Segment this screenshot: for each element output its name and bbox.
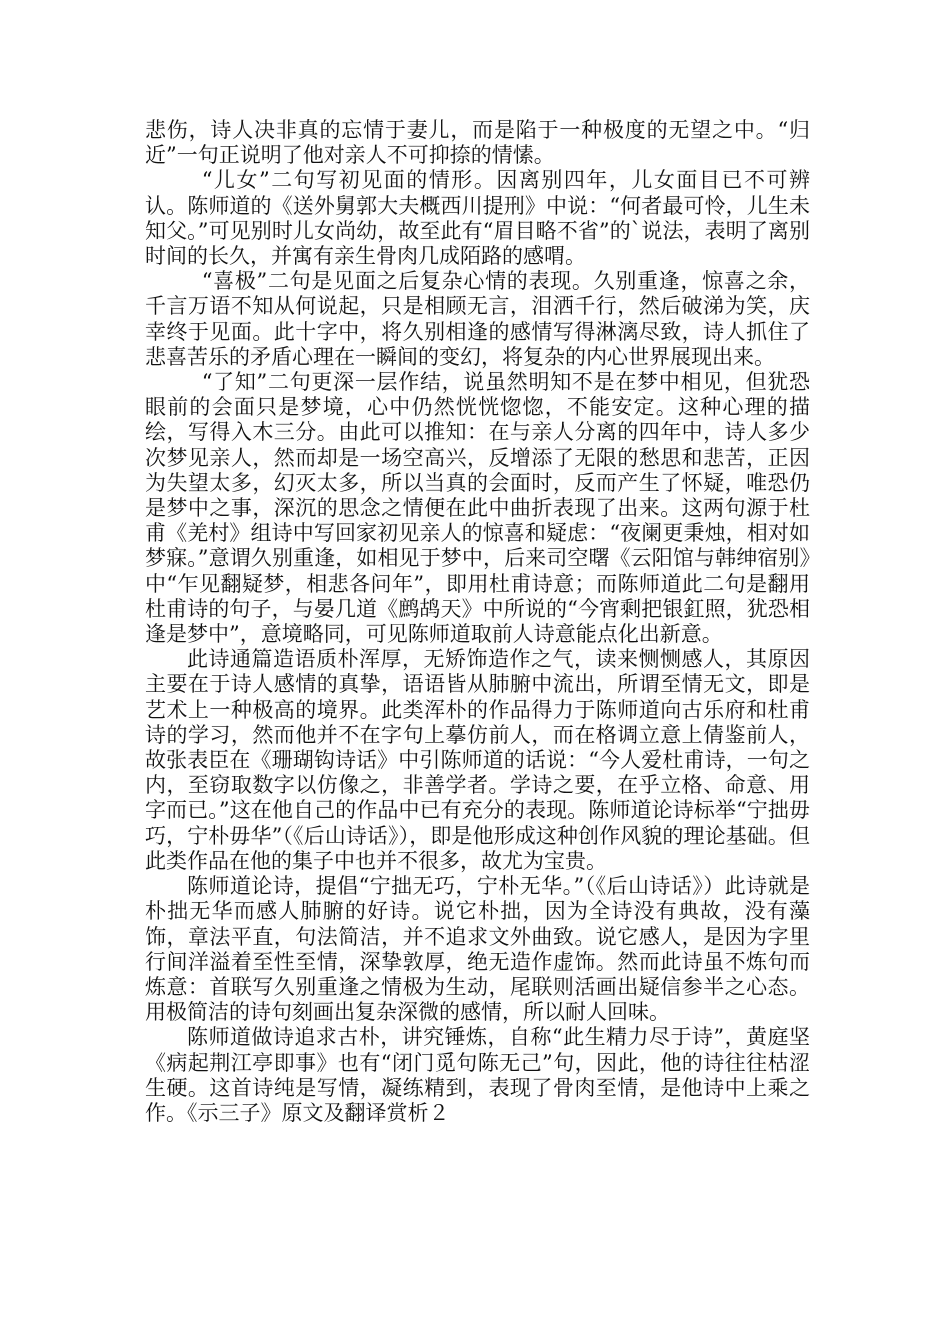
paragraph: “儿女”二句写初见面的情形。因离别四年，儿女面目已不可辨认。陈师道的《送外舅郭大夫概西川提刑》中说：“何者最可怜，儿生未知父。”可见别时儿女尚幼，故至此有“眉目略不省”的`说法，表明了离别时间的长久，并寓有亲生骨肉几成陌路的感喟。 — [145, 168, 810, 269]
paragraph: 陈师道论诗，提倡“宁拙无巧，宁朴无华。”（《后山诗话》）此诗就是朴拙无华而感人肺腑的好诗。说它朴拙，因为全诗没有典故，没有藻饰，章法平直，句法简洁，并不追求文外曲致。说它感人，是因为字里行间洋溢着至性至情，深挚敦厚，绝无造作虚饰。然而此诗虽不炼句而炼意：首联写久别重逢之情极为生动，尾联则活画出疑信参半之心态。用极简洁的诗句刻画出复杂深微的感情，所以耐人回味。 — [145, 874, 810, 1025]
paragraph: 此诗通篇造语质朴浑厚，无矫饰造作之气，读来恻恻感人，其原因主要在于诗人感情的真挚，语语皆从肺腑中流出，所谓至情无文，即是艺术上一种极高的境界。此类浑朴的作品得力于陈师道向古乐府和杜甫诗的学习，然而他并不在字句上摹仿前人，而在格调立意上倩鉴前人，故张表臣在《珊瑚钩诗话》中引陈师道的话说：“今人爱杜甫诗，一句之内，至窃取数字以仿像之，非善学者。学诗之要，在乎立格、命意、用字而已。”这在他自己的作品中已有充分的表现。陈师道论诗标举“宁拙毋巧，宁朴毋华”（《后山诗话》），即是他形成这种创作风貌的理论基础。但此类作品在他的集子中也并不很多，故尤为宝贵。 — [145, 647, 810, 873]
paragraph: “喜极”二句是见面之后复杂心情的表现。久别重逢，惊喜之余，千言万语不知从何说起，只是相顾无言，泪洒千行，然后破涕为笑，庆幸终于见面。此十字中，将久别相逢的感情写得淋漓尽致，诗人抓住了悲喜苦乐的矛盾心理在一瞬间的变幻，将复杂的内心世界展现出来。 — [145, 269, 810, 369]
paragraph: 陈师道做诗追求古朴，讲究锤炼，自称“此生精力尽于诗”，黄庭坚《病起荆江亭即事》也有“闭门觅句陈无己”句，因此，他的诗往往枯涩生硬。这首诗纯是写情，凝练精到，表现了骨肉至情，是他诗中上乘之作。《示三子》原文及翻译赏析２ — [145, 1025, 810, 1125]
paragraph: 悲伤，诗人决非真的忘情于妻儿，而是陷于一种极度的无望之中。“归近”一句正说明了他对亲人不可抑捺的情愫。 — [145, 118, 810, 168]
paragraph: “了知”二句更深一层作结，说虽然明知不是在梦中相见，但犹恐眼前的会面只是梦境，心中仍然恍恍惚惚，不能安定。这种心理的描绘，写得入木三分。由此可以推知：在与亲人分离的四年中，诗人多少次梦见亲人，然而却是一场空高兴，反增添了无限的愁思和悲苦，正因为失望太多，幻灭太多，所以当真的会面时，反而产生了怀疑，唯恐仍是梦中之事，深沉的思念之情便在此中曲折表现了出来。这两句源于杜甫《羌村》组诗中写回家初见亲人的惊喜和疑虑：“夜阑更秉烛，相对如梦寐。”意谓久别重逢，如相见于梦中，后来司空曙《云阳馆与韩绅宿别》中“乍见翻疑梦，相悲各问年”，即用杜甫诗意；而陈师道此二句是翻用杜甫诗的句子，与晏几道《鹧鸪天》中所说的“今宵剩把银釭照，犹恐相逢是梦中”，意境略同，可见陈师道取前人诗意能点化出新意。 — [145, 370, 810, 647]
document-body — [145, 118, 810, 1126]
